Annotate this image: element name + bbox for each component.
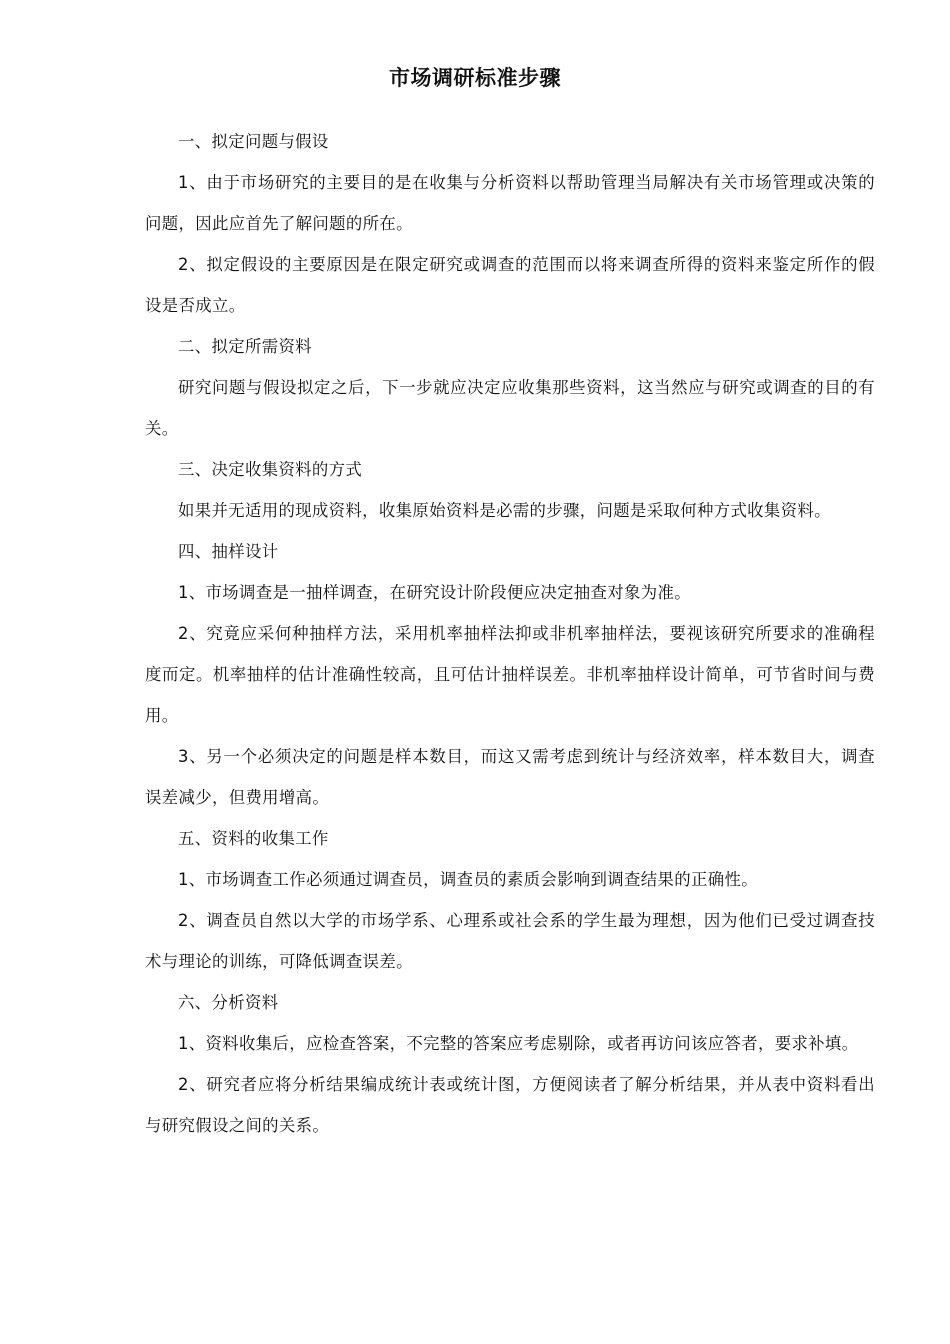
paragraph: 3、另一个必须决定的问题是样本数目，而这又需考虑到统计与经济效率，样本数目大，调查误差减少，但费用增高。 [145,747,875,807]
section-heading-4: 四、抽样设计 [178,542,279,561]
section-heading-3: 三、决定收集资料的方式 [178,460,363,479]
document-title: 市场调研标准步骤 [389,66,561,90]
paragraph: 1、由于市场研究的主要目的是在收集与分析资料以帮助管理当局解决有关市场管理或决策的问题，因此应首先了解问题的所在。 [145,173,875,233]
paragraph: 研究问题与假设拟定之后，下一步就应决定应收集那些资料，这当然应与研究或调查的目的有关。 [145,378,875,438]
paragraph: 2、研究者应将分析结果编成统计表或统计图，方便阅读者了解分析结果，并从表中资料看出与研究假设之间的关系。 [145,1075,875,1135]
paragraph: 如果并无适用的现成资料，收集原始资料是必需的步骤，问题是采取何种方式收集资料。 [178,501,831,520]
paragraph: 1、市场调查工作必须通过调查员，调查员的素质会影响到调查结果的正确性。 [178,870,758,889]
paragraph: 2、拟定假设的主要原因是在限定研究或调查的范围而以将来调查所得的资料来鉴定所作的假设是否成立。 [145,255,875,315]
section-heading-2: 二、拟定所需资料 [178,337,312,356]
section-heading-1: 一、拟定问题与假设 [178,132,329,151]
paragraph: 2、究竟应采何种抽样方法，采用机率抽样法抑或非机率抽样法，要视该研究所要求的准确程度而定。机率抽样的估计准确性较高，且可估计抽样误差。非机率抽样设计简单，可节省时间与费用。 [145,624,875,725]
paragraph: 1、市场调查是一抽样调查，在研究设计阶段便应决定抽查对象为准。 [178,583,691,602]
document-body [145,121,875,1146]
paragraph: 2、调查员自然以大学的市场学系、心理系或社会系的学生最为理想，因为他们已受过调查技术与理论的训练，可降低调查误差。 [145,911,875,971]
section-heading-5: 五、资料的收集工作 [178,829,329,848]
paragraph: 1、资料收集后，应检查答案，不完整的答案应考虑剔除，或者再访问该应答者，要求补填。 [178,1034,859,1053]
section-heading-6: 六、分析资料 [178,993,279,1012]
